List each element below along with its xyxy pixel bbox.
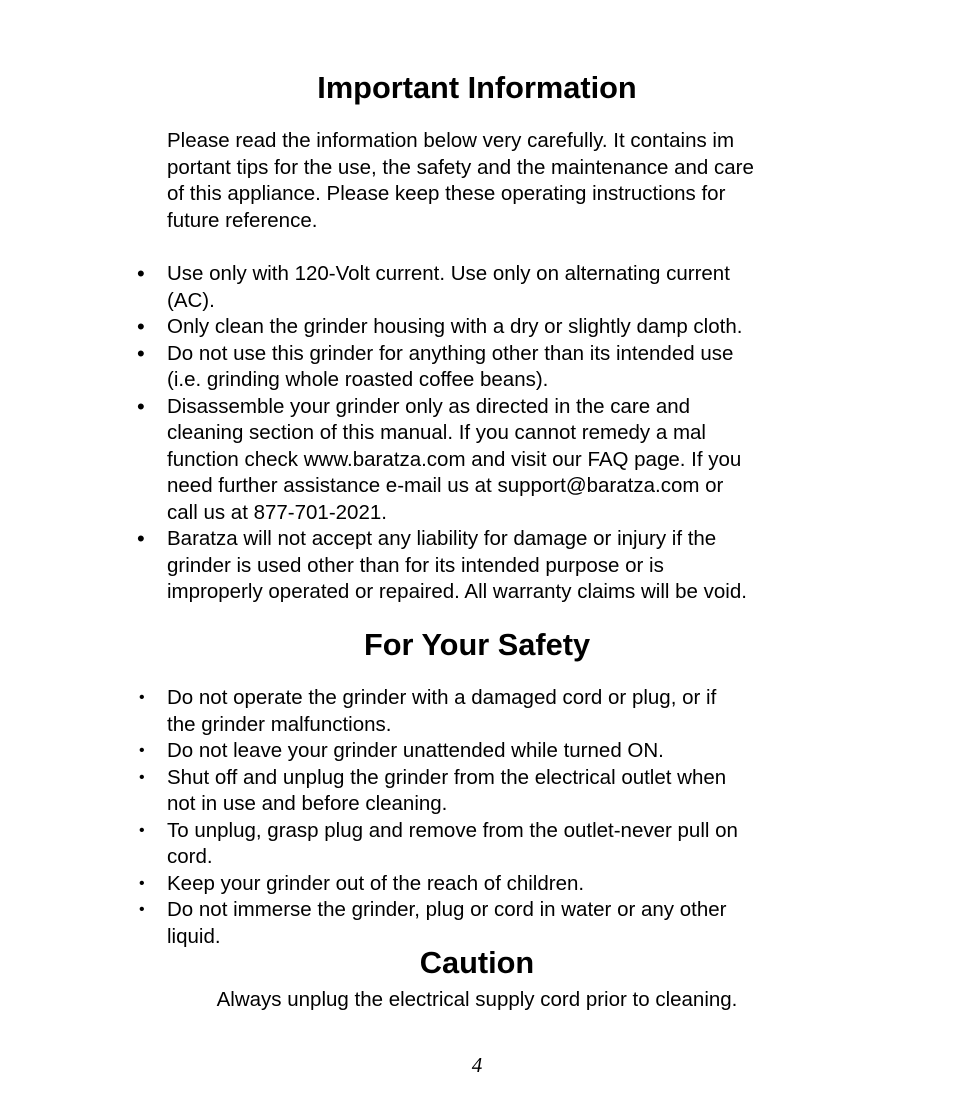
list-item: • To unplug, grasp plug and remove from the outlet-never pull on cord.: [139, 818, 738, 868]
safety-bullet-list: [0, 685, 954, 950]
bullet-icon: •: [139, 821, 145, 839]
bullet-icon: •: [139, 742, 145, 759]
intro-line: Please read the information below very carefully. It contains im: [167, 129, 735, 152]
caution-heading: Caution: [419, 945, 535, 980]
list-item: • Do not operate the grinder with a damaged cord or plug, or if the grinder malfunctions.: [139, 686, 717, 736]
bullet-icon: •: [137, 314, 145, 339]
bullet-icon: •: [139, 689, 145, 706]
bullet-icon: •: [139, 874, 145, 892]
important-information-heading: Important Information: [317, 70, 637, 105]
list-item: • Use only with 120-Volt current. Use only on alternating current (AC).: [137, 261, 730, 312]
intro-line: portant tips for the use, the safety and the maintenance and care: [167, 155, 754, 179]
page-number: 4: [471, 1053, 483, 1077]
intro-paragraph: [167, 128, 807, 234]
list-item: • Shut off and unplug the grinder from the electrical outlet when not in use and before cleaning.: [139, 765, 727, 815]
bullet-icon: •: [137, 340, 145, 366]
bullet-icon: •: [137, 393, 145, 419]
list-item: • Baratza will not accept any liability for damage or injury if the grinder is used other than for its intended purpose or is improperly operated or repaired. All warranty claims will be void.: [137, 526, 747, 603]
intro-line: future reference.: [167, 208, 318, 232]
list-item: • Only clean the grinder housing with a dry or slightly damp cloth.: [137, 314, 743, 339]
bullet-icon: •: [137, 261, 145, 286]
bullet-icon: •: [139, 901, 145, 918]
bullet-icon: •: [139, 768, 145, 786]
caution-text: Always unplug the electrical supply cord prior to cleaning.: [216, 988, 738, 1011]
list-item: • Do not leave your grinder unattended while turned ON.: [0, 738, 807, 765]
for-your-safety-heading: For Your Safety: [363, 627, 591, 662]
list-item: • Do not use this grinder for anything other than its intended use (i.e. grinding whole roasted coffee beans).: [137, 340, 734, 391]
important-bullet-list: [0, 261, 954, 606]
list-item: • Do not immerse the grinder, plug or cord in water or any other liquid.: [139, 898, 727, 948]
list-item: • Disassemble your grinder only as directed in the care and cleaning section of this manual. If you cannot remedy a mal function check www.baratza.com and visit our FAQ page. If you need further assistance e-mail us at support@baratza.com or call us at 877-701-2021.: [137, 393, 742, 524]
list-item: • Keep your grinder out of the reach of children.: [0, 871, 807, 898]
bullet-icon: •: [137, 526, 145, 551]
intro-line: of this appliance. Please keep these operating instructions for: [167, 182, 726, 205]
